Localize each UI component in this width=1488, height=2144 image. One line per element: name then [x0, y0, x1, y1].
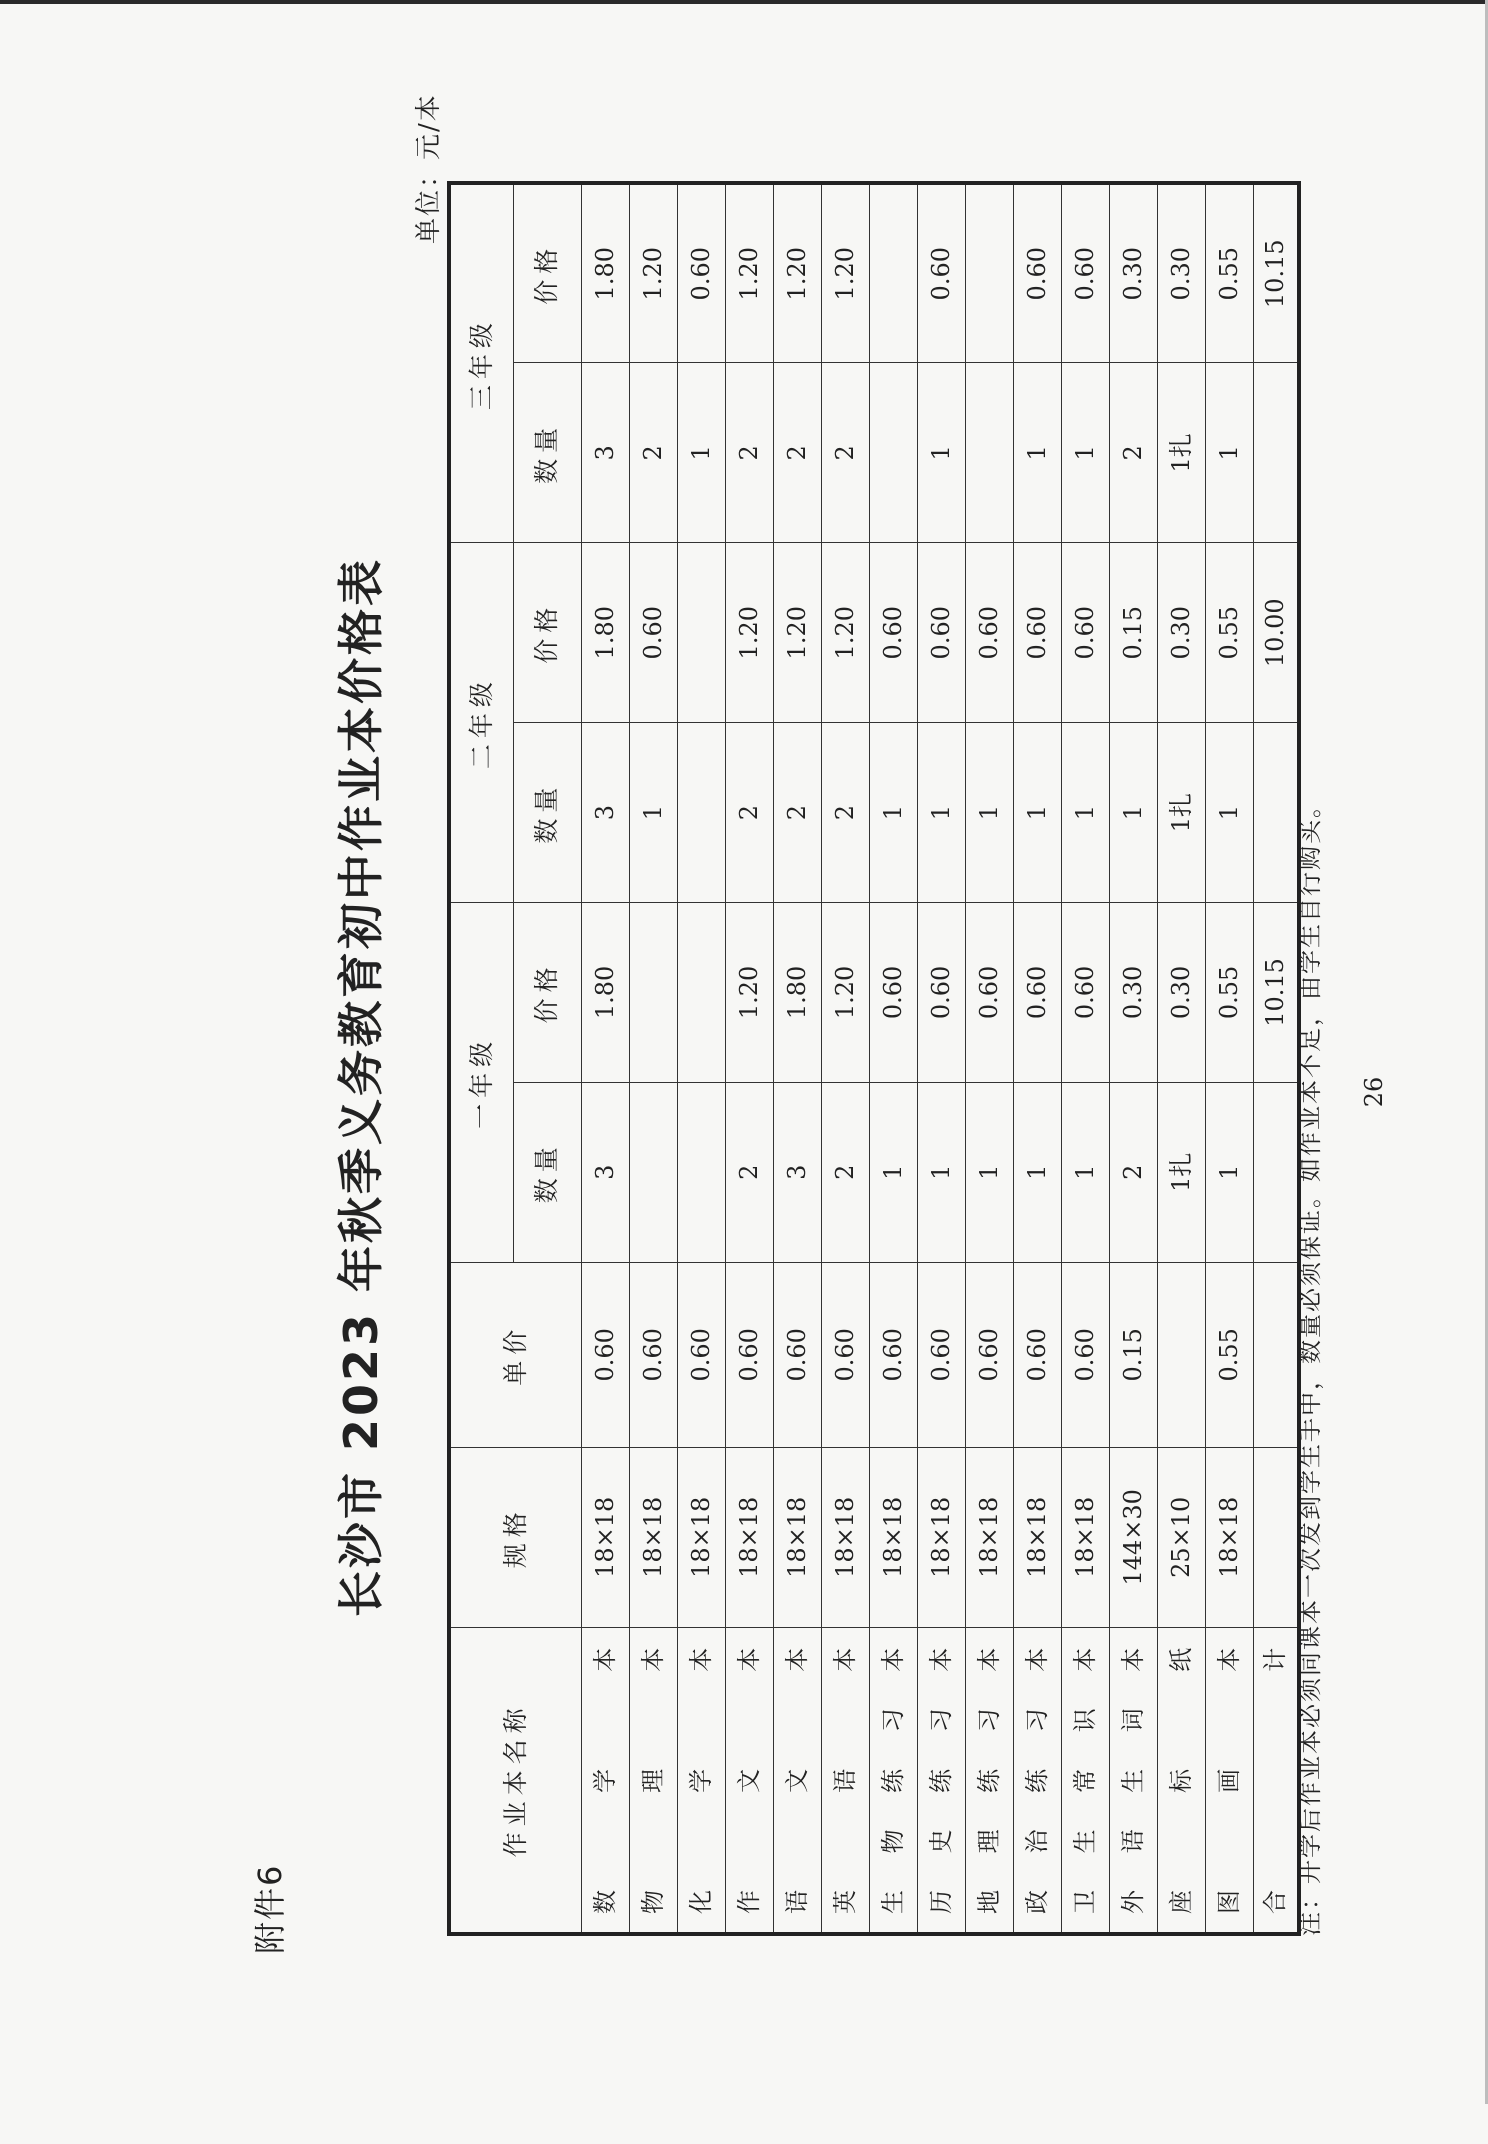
cell-unit-price: 0.15 — [1109, 1262, 1157, 1447]
cell-unit-price: 0.60 — [869, 1262, 917, 1447]
cell-g1p: 0.60 — [1013, 903, 1061, 1083]
cell-g3p — [965, 183, 1013, 363]
cell-g1q — [629, 1082, 677, 1262]
header-grade2: 二年级 — [449, 543, 513, 903]
cell-spec: 18×18 — [965, 1447, 1013, 1627]
cell-spec: 18×18 — [917, 1447, 965, 1627]
cell-unit-price: 0.60 — [965, 1262, 1013, 1447]
cell-unit-price: 0.60 — [917, 1262, 965, 1447]
cell-unit-price: 0.60 — [821, 1262, 869, 1447]
cell-g2q: 2 — [725, 723, 773, 903]
total-grade1: 10.15 — [1253, 903, 1299, 1083]
cell-g3q: 2 — [629, 363, 677, 543]
table-row — [1109, 183, 1157, 1934]
cell-unit-price: 0.60 — [1061, 1262, 1109, 1447]
cell-g3p: 0.60 — [1013, 183, 1061, 363]
cell-g3p: 1.20 — [725, 183, 773, 363]
header-qty: 数量 — [513, 363, 581, 543]
page-title: 长沙市 2023 年秋季义务教育初中作业本价格表 — [334, 556, 388, 1618]
table-row — [917, 183, 965, 1934]
table-row — [773, 183, 821, 1934]
cell-g1q: 1 — [1013, 1082, 1061, 1262]
table-row — [1013, 183, 1061, 1934]
cell-g3q: 1 — [1205, 363, 1253, 543]
cell-g2p: 1.20 — [821, 543, 869, 723]
cell-g1p — [629, 903, 677, 1083]
table-body — [581, 183, 1253, 1934]
table-row — [965, 183, 1013, 1934]
cell-name: 英语本 — [821, 1627, 869, 1934]
cell-name: 语文本 — [773, 1627, 821, 1934]
cell-g3p: 1.80 — [581, 183, 629, 363]
cell-g3q: 1 — [1061, 363, 1109, 543]
cell-g3p: 1.20 — [773, 183, 821, 363]
cell-g3p: 1.20 — [821, 183, 869, 363]
page-number: 26 — [1360, 1076, 1388, 1108]
cell-g1p: 0.60 — [965, 903, 1013, 1083]
header-qty: 数量 — [513, 1082, 581, 1262]
total-grade3: 10.15 — [1253, 183, 1299, 363]
cell-g3q — [965, 363, 1013, 543]
cell-g3p: 0.60 — [677, 183, 725, 363]
cell-g2q: 1 — [1013, 723, 1061, 903]
cell-g3q: 1 — [677, 363, 725, 543]
cell-name: 座标纸 — [1157, 1627, 1205, 1934]
cell-name: 化学本 — [677, 1627, 725, 1934]
table-row — [629, 183, 677, 1934]
cell-spec: 18×18 — [725, 1447, 773, 1627]
cell-g1q: 1 — [869, 1082, 917, 1262]
cell-g2p: 1.80 — [581, 543, 629, 723]
table-row — [1061, 183, 1109, 1934]
cell-g2q: 2 — [821, 723, 869, 903]
cell-g2p — [677, 543, 725, 723]
header-grade3: 三年级 — [449, 183, 513, 543]
cell-g2q: 1扎 — [1157, 723, 1205, 903]
cell-g1p: 0.55 — [1205, 903, 1253, 1083]
cell-g1q: 2 — [1109, 1082, 1157, 1262]
table-row — [581, 183, 629, 1934]
cell-g1p: 1.20 — [821, 903, 869, 1083]
cell-g1p: 1.20 — [725, 903, 773, 1083]
cell-g1q: 2 — [821, 1082, 869, 1262]
cell-unit-price — [1157, 1262, 1205, 1447]
cell-g1q: 2 — [725, 1082, 773, 1262]
cell-name: 作文本 — [725, 1627, 773, 1934]
cell-g3q: 2 — [773, 363, 821, 543]
cell-g1q: 3 — [581, 1082, 629, 1262]
table-row — [869, 183, 917, 1934]
cell-g3p — [869, 183, 917, 363]
cell-unit-price: 0.60 — [725, 1262, 773, 1447]
cell-g2q: 2 — [773, 723, 821, 903]
cell-spec: 144×30 — [1109, 1447, 1157, 1627]
cell-unit-price: 0.60 — [629, 1262, 677, 1447]
cell-spec: 18×18 — [869, 1447, 917, 1627]
cell-g1q: 1 — [1061, 1082, 1109, 1262]
cell-g1p: 1.80 — [773, 903, 821, 1083]
cell-g1q — [677, 1082, 725, 1262]
unit-label: 单位：元/本 — [414, 93, 444, 244]
cell-g1p: 0.60 — [869, 903, 917, 1083]
cell-name: 政治练习本 — [1013, 1627, 1061, 1934]
cell-g2q: 1 — [1061, 723, 1109, 903]
cell-g2p: 0.15 — [1109, 543, 1157, 723]
cell-name: 物理本 — [629, 1627, 677, 1934]
cell-g2p: 1.20 — [725, 543, 773, 723]
cell-g2p: 0.55 — [1205, 543, 1253, 723]
cell-g3q: 3 — [581, 363, 629, 543]
cell-g2q — [677, 723, 725, 903]
cell-g3p: 0.60 — [1061, 183, 1109, 363]
price-table — [447, 181, 1301, 1936]
cell-g1q: 1 — [917, 1082, 965, 1262]
cell-g2q: 1 — [629, 723, 677, 903]
cell-name: 外语生词本 — [1109, 1627, 1157, 1934]
cell-g2q: 1 — [1109, 723, 1157, 903]
cell-g2q: 3 — [581, 723, 629, 903]
table-row — [725, 183, 773, 1934]
cell-g3q: 2 — [821, 363, 869, 543]
total-grade2: 10.00 — [1253, 543, 1299, 723]
footnote: 注：开学后作业本必须同课本一次发到学生手中，数量必须保证。如作业本不足，由学生自行购买。 — [1296, 792, 1324, 1936]
cell-g3p: 0.55 — [1205, 183, 1253, 363]
cell-g1p: 0.30 — [1109, 903, 1157, 1083]
cell-g1p: 0.60 — [917, 903, 965, 1083]
header-price: 价格 — [513, 903, 581, 1083]
cell-g2q: 1 — [1205, 723, 1253, 903]
header-qty: 数量 — [513, 723, 581, 903]
cell-g3q: 1扎 — [1157, 363, 1205, 543]
cell-g2p: 0.30 — [1157, 543, 1205, 723]
cell-g2q: 1 — [869, 723, 917, 903]
cell-g2p: 0.60 — [965, 543, 1013, 723]
cell-name: 生物练习本 — [869, 1627, 917, 1934]
table-row — [1157, 183, 1205, 1934]
cell-g1p: 0.60 — [1061, 903, 1109, 1083]
cell-name: 图画本 — [1205, 1627, 1253, 1934]
cell-name: 数学本 — [581, 1627, 629, 1934]
total-label: 合计 — [1253, 1627, 1299, 1934]
cell-g2q: 1 — [917, 723, 965, 903]
cell-spec: 25×10 — [1157, 1447, 1205, 1627]
cell-g2p: 0.60 — [917, 543, 965, 723]
cell-g1p: 1.80 — [581, 903, 629, 1083]
table-header — [449, 183, 581, 1934]
header-name: 作业本名称 — [449, 1627, 581, 1934]
attachment-label: 附件6 — [251, 1863, 289, 1954]
header-price: 价格 — [513, 183, 581, 363]
cell-spec: 18×18 — [1061, 1447, 1109, 1627]
cell-g3p: 0.30 — [1157, 183, 1205, 363]
cell-spec: 18×18 — [581, 1447, 629, 1627]
cell-unit-price: 0.60 — [773, 1262, 821, 1447]
cell-g1p: 0.30 — [1157, 903, 1205, 1083]
cell-unit-price: 0.60 — [1013, 1262, 1061, 1447]
cell-g2p: 0.60 — [629, 543, 677, 723]
cell-g2q: 1 — [965, 723, 1013, 903]
cell-unit-price: 0.60 — [677, 1262, 725, 1447]
cell-g1q: 1 — [965, 1082, 1013, 1262]
cell-unit-price: 0.55 — [1205, 1262, 1253, 1447]
cell-g3p: 0.30 — [1109, 183, 1157, 363]
cell-g2p: 0.60 — [1013, 543, 1061, 723]
cell-spec: 18×18 — [677, 1447, 725, 1627]
cell-g3p: 1.20 — [629, 183, 677, 363]
table-row — [821, 183, 869, 1934]
cell-g3q: 2 — [725, 363, 773, 543]
cell-spec: 18×18 — [629, 1447, 677, 1627]
header-price: 价格 — [513, 543, 581, 723]
cell-g1q: 1扎 — [1157, 1082, 1205, 1262]
cell-name: 地理练习本 — [965, 1627, 1013, 1934]
cell-g3q: 2 — [1109, 363, 1157, 543]
cell-g1q: 3 — [773, 1082, 821, 1262]
cell-unit-price: 0.60 — [581, 1262, 629, 1447]
cell-spec: 18×18 — [821, 1447, 869, 1627]
cell-spec: 18×18 — [1205, 1447, 1253, 1627]
table-row — [677, 183, 725, 1934]
header-unit-price: 单价 — [449, 1262, 581, 1447]
cell-name: 卫生常识本 — [1061, 1627, 1109, 1934]
cell-g3q: 1 — [1013, 363, 1061, 543]
cell-g1q: 1 — [1205, 1082, 1253, 1262]
cell-g2p: 0.60 — [869, 543, 917, 723]
cell-g2p: 0.60 — [1061, 543, 1109, 723]
header-spec: 规格 — [449, 1447, 581, 1627]
cell-g2p: 1.20 — [773, 543, 821, 723]
cell-spec: 18×18 — [773, 1447, 821, 1627]
cell-g1p — [677, 903, 725, 1083]
cell-name: 历史练习本 — [917, 1627, 965, 1934]
table-row — [1205, 183, 1253, 1934]
cell-g3q: 1 — [917, 363, 965, 543]
cell-spec: 18×18 — [1013, 1447, 1061, 1627]
cell-g3q — [869, 363, 917, 543]
header-grade1: 一年级 — [449, 903, 513, 1263]
cell-g3p: 0.60 — [917, 183, 965, 363]
